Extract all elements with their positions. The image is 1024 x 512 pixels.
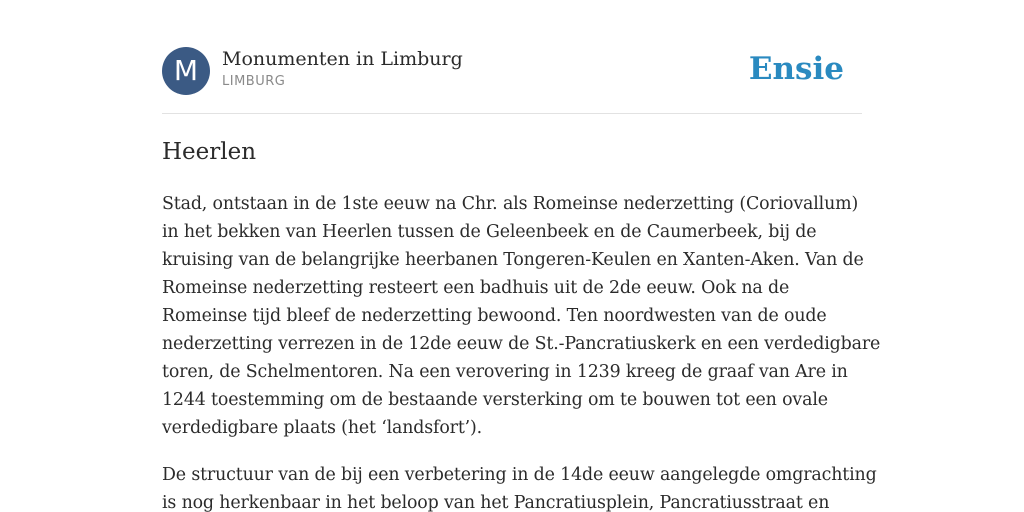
text-line: toren, de Schelmentoren. Na een verovering in 1239 kreeg de graaf van Are in	[162, 362, 848, 382]
header-divider	[162, 113, 862, 114]
source-subtitle[interactable]: LIMBURG	[222, 74, 286, 89]
source-title[interactable]: Monumenten in Limburg	[222, 48, 463, 70]
text-line: nederzetting verrezen in de 12de eeuw de St.-Pancratiuskerk en een verdedigbare	[162, 334, 881, 354]
text-line: Romeinse tijd bleef de nederzetting bewoond. Ten noordwesten van de oude	[162, 306, 827, 326]
text-line: Romeinse nederzetting resteert een badhuis uit de 2de eeuw. Ook na de	[162, 278, 790, 298]
article-title: Heerlen	[162, 139, 257, 165]
paragraph	[162, 461, 877, 512]
text-line: kruising van de belangrijke heerbanen Tongeren-Keulen en Xanten-Aken. Van de	[162, 250, 864, 270]
article-body	[162, 190, 881, 512]
text-line: is nog herkenbaar in het beloop van het Pancratiusplein, Pancratiusstraat en	[162, 493, 830, 512]
paragraph	[162, 190, 881, 442]
text-line: De structuur van de bij een verbetering in de 14de eeuw aangelegde omgrachting	[162, 465, 877, 485]
text-line: in het bekken van Heerlen tussen de Geleenbeek en de Caumerbeek, bij de	[162, 222, 817, 242]
header	[162, 47, 862, 97]
text-line: verdedigbare plaats (het ‘landsfort’).	[162, 418, 483, 438]
avatar[interactable]: M	[162, 47, 210, 95]
text-line: Stad, ontstaan in de 1ste eeuw na Chr. als Romeinse nederzetting (Coriovallum)	[162, 194, 859, 214]
brand-logo[interactable]: Ensie	[748, 51, 844, 87]
text-line: 1244 toestemming om de bestaande versterking om te bouwen tot een ovale	[162, 390, 828, 410]
